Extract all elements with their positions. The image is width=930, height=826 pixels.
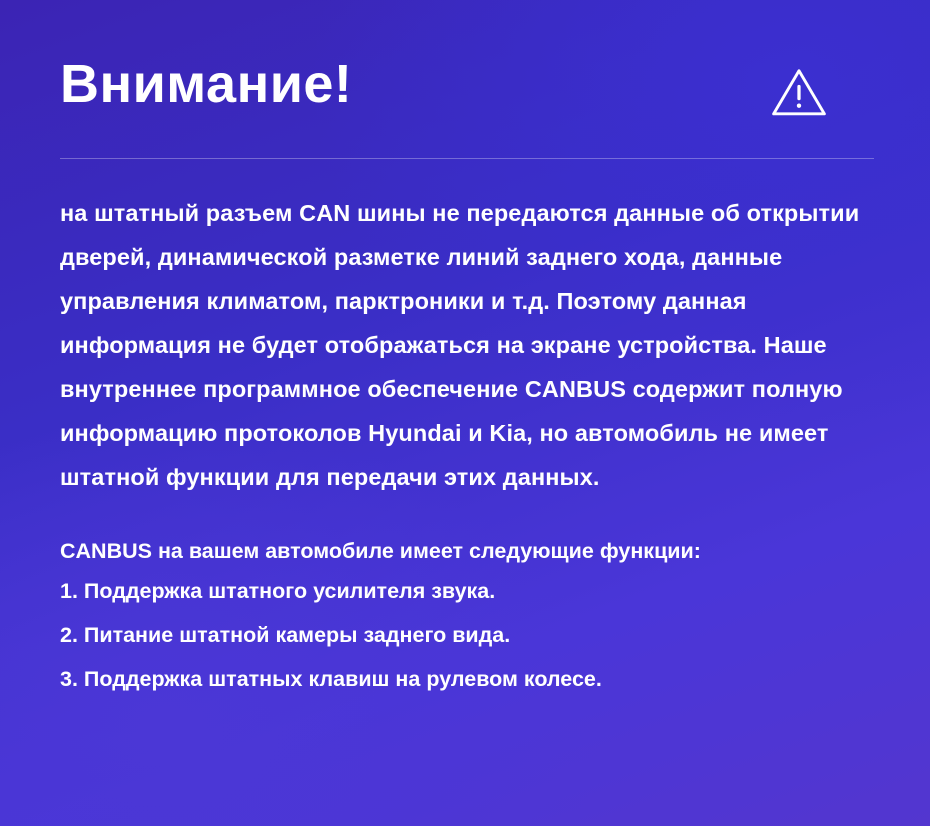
warning-triangle-icon [770,64,828,122]
features-section [60,533,874,701]
features-intro: CANBUS на вашем автомобиле имеет следующие функции: [60,539,701,563]
list-item: 1. Поддержка штатного усилителя звука. [60,579,496,603]
notice-body: на штатный разъем CAN шины не передаются данные об открытии дверей, динамической разметке линий заднего хода, данные управления климатом, парктроники и т.д. Поэтому данная информация не будет отображаться на экране устройства. Наше внутреннее программное обеспечение CANBUS содержит полную информацию протоколов Hyundai и Kia, но автомобиль не имеет штатной функции для передачи этих данных. [60,200,860,490]
header-divider [60,158,874,159]
list-item: 2. Питание штатной камеры заднего вида. [60,623,511,647]
notice-header [60,56,874,122]
list-item: 3. Поддержка штатных клавиш на рулевом колесе. [60,667,602,691]
page-title: Внимание! [60,54,353,114]
